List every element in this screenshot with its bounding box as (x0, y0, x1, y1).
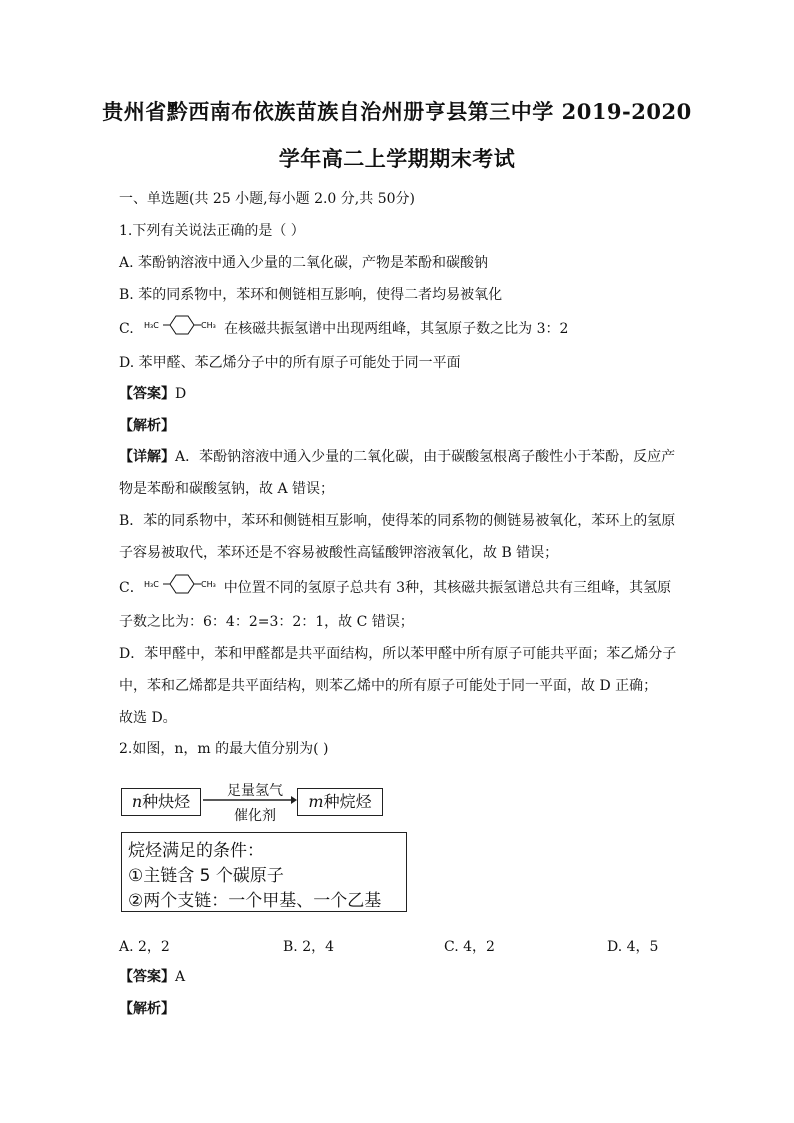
q2-option-b: B. 2，4 (283, 939, 335, 955)
reagent-label: 足量氢气 (227, 783, 283, 799)
methyl-left-label-2: H₃C (143, 580, 159, 589)
q2-answer (119, 968, 185, 986)
condition-2: ②两个支链：一个甲基、一个乙基 (128, 891, 382, 911)
q2-analysis-label: 【解析】 (119, 1001, 175, 1017)
q1-answer-label: 【答案】 (119, 386, 175, 402)
q1-option-c (119, 313, 568, 345)
q1-stem: 1.下列有关说法正确的是（ ） (119, 223, 305, 239)
q1-detail-b-line2: 子容易被取代，苯环还是不容易被酸性高锰酸钾溶液氧化，故 B 错误； (119, 545, 559, 561)
q2-answer-label: 【答案】 (119, 969, 175, 985)
q1-detail-d-line1: D．苯甲醛中，苯和甲醛都是共平面结构，所以苯甲醛中所有原子可能共平面；苯乙烯分子 (119, 646, 677, 662)
alkyne-count-var: n (131, 792, 143, 811)
reaction-arrow-icon (203, 795, 297, 805)
q1-detail-a-line2: 物是苯酚和碳酸氢钠，故 A 错误； (119, 481, 335, 497)
q1-detail-c-line2: 子数之比为：6：4：2=3：2：1，故 C 错误； (119, 614, 414, 630)
q1-answer (119, 385, 186, 403)
reaction-diagram (119, 780, 409, 915)
methyl-right-label-2: CH₃ (200, 580, 216, 589)
q2-option-a: A. 2，2 (119, 939, 170, 955)
q1-option-c-text: 在核磁共振氢谱中出现两组峰，其氢原子数之比为 3：2 (224, 321, 569, 337)
dimethylcyclohexane-structure (144, 313, 222, 345)
q1-analysis-label: 【解析】 (119, 418, 175, 434)
q2-stem: 2.如图，n，m 的最大值分别为( ) (119, 741, 329, 757)
q1-option-a: A. 苯酚钠溶液中通入少量的二氧化碳，产物是苯酚和碳酸钠 (119, 255, 489, 271)
q1-detail-c-prefix: C． (119, 580, 144, 596)
page-title-line2: 学年高二上学期期末考试 (278, 146, 516, 171)
methyl-right-label: CH₃ (201, 321, 216, 330)
q1-detail-b-line1: B．苯的同系物中，苯环和侧链相互影响，使得苯的同系物的侧链易被氧化，苯环上的氢原 (119, 513, 676, 529)
q1-option-d: D. 苯甲醛、苯乙烯分子中的所有原子可能处于同一平面 (119, 355, 461, 371)
page-title-line1: 贵州省黔西南布依族苗族自治州册亨县第三中学 2019-2020 (102, 99, 692, 124)
section-heading: 一、单选题(共 25 小题,每小题 2.0 分,共 50分) (119, 191, 415, 207)
q1-detail-label: 【详解】 (119, 449, 175, 465)
q1-detail-c-text1: 中位置不同的氢原子总共有 3种，其核磁共振氢谱总共有三组峰，其氢原 (223, 580, 672, 596)
alkyne-box (121, 788, 201, 816)
conditions-box (121, 832, 407, 912)
q2-option-d: D. 4，5 (607, 939, 659, 955)
q2-option-c: C. 4，2 (444, 939, 495, 955)
q1-detail-a-line1 (119, 448, 675, 466)
q1-conclusion: 故选 D。 (119, 710, 177, 726)
condition-1: ①主链含 5 个碳原子 (128, 866, 284, 886)
q1-option-c-prefix: C. (119, 321, 134, 337)
catalyst-label: 催化剂 (234, 808, 276, 824)
q1-detail-a-text1: A．苯酚钠溶液中通入少量的二氧化碳，由于碳酸氢根离子酸性小于苯酚，反应产 (175, 449, 676, 465)
q1-answer-value: D (175, 386, 187, 402)
q1-detail-d-line2: 中，苯和乙烯都是共平面结构，则苯乙烯中的所有原子可能处于同一平面，故 D 正确； (119, 678, 658, 694)
conditions-title: 烷烃满足的条件： (128, 841, 264, 861)
alkane-box (297, 788, 383, 816)
alkane-count-var: m (308, 792, 324, 811)
q1-option-b: B. 苯的同系物中，苯环和侧链相互影响，使得二者均易被氧化 (119, 287, 503, 303)
dimethylcyclohexane-structure-2 (144, 572, 222, 604)
q2-answer-value: A (175, 969, 186, 985)
alkyne-label: 种炔烃 (142, 792, 191, 811)
q1-detail-c-line1 (119, 572, 671, 604)
methyl-left-label: H₃C (144, 321, 159, 330)
alkane-label: 种烷烃 (323, 792, 372, 811)
